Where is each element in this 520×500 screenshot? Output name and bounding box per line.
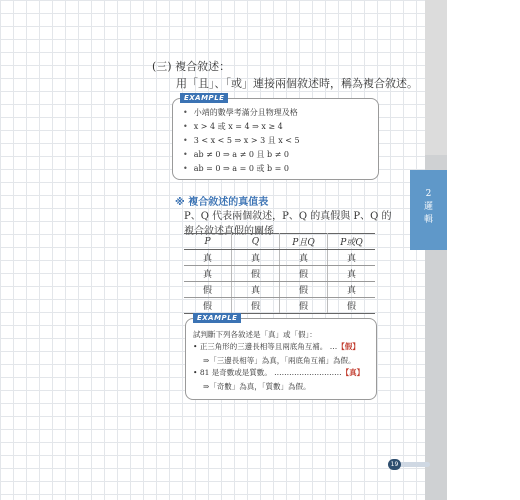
table-row xyxy=(184,298,375,314)
example2-question-1: • 正三角形的三邊長相等且兩底角互補。 …【假】 xyxy=(193,342,360,351)
table-cell: 假 xyxy=(184,282,232,298)
table-cell: 假 xyxy=(184,298,232,314)
table-cell: 假 xyxy=(280,266,328,282)
table-row xyxy=(184,282,375,298)
chapter-tab-char2: 輯 xyxy=(423,215,433,225)
table-cell: 真 xyxy=(280,250,328,266)
table-cell: 假 xyxy=(280,282,328,298)
side-tab-gray-top xyxy=(425,0,447,155)
example-tag-2: EXAMPLE xyxy=(193,313,241,323)
answer-2: 【真】 xyxy=(341,368,365,377)
example2-reason-1: ⇒「三邊長相等」為真，「兩底角互補」為假。 xyxy=(203,356,356,365)
example-item: • x > 4 或 x = 4 ⇒ x ≥ 4 xyxy=(183,122,283,131)
table-cell: 真 xyxy=(232,282,280,298)
table-cell: 真 xyxy=(328,266,376,282)
example-item: • 小靖的數學考滿分且物理及格 xyxy=(183,108,298,117)
answer-1: 【假】 xyxy=(337,342,360,351)
table-cell: 真 xyxy=(328,250,376,266)
header-p-and-q: P且Q xyxy=(280,234,328,250)
table-cell: 假 xyxy=(328,298,376,314)
header-q: Q xyxy=(232,234,280,250)
table-row xyxy=(184,250,375,266)
table-cell: 假 xyxy=(232,298,280,314)
table-cell: 真 xyxy=(184,266,232,282)
example-item: • ab ≠ 0 ⇒ a ≠ 0 且 b ≠ 0 xyxy=(183,150,290,159)
table-row xyxy=(184,266,375,282)
right-margin xyxy=(447,0,520,500)
example2-prompt: 試判斷下列各敘述是「真」或「假」： xyxy=(193,330,317,339)
table-cell: 假 xyxy=(232,266,280,282)
example-item: • ab = 0 ⇒ a = 0 或 b = 0 xyxy=(183,164,290,173)
table-cell: 真 xyxy=(232,250,280,266)
section-title: (三) 複合敘述： xyxy=(152,60,231,73)
page-number: 19 xyxy=(388,459,401,470)
table-cell: 假 xyxy=(280,298,328,314)
header-p-or-q: P或Q xyxy=(328,234,376,250)
table-cell: 真 xyxy=(328,282,376,298)
example-item: • 3 < x < 5 ⇒ x > 3 且 x < 5 xyxy=(183,136,300,145)
example2-question-2: • 81 是奇數或是質數。 ………………………【真】 xyxy=(193,368,365,377)
example2-reason-2: ⇒「奇數」為真，「質數」為假。 xyxy=(203,382,311,391)
truth-table-header-row xyxy=(184,234,375,250)
example-tag-1: EXAMPLE xyxy=(180,93,228,103)
page-indicator-bar xyxy=(398,462,430,467)
section-description: 用「且」、「或」連接兩個敘述時，稱為複合敘述。 xyxy=(176,77,418,90)
truth-table xyxy=(184,233,375,314)
chapter-tab-char1: 邏 xyxy=(423,202,433,212)
table-cell: 真 xyxy=(184,250,232,266)
chapter-tab[interactable] xyxy=(410,170,447,250)
truth-table-description: P、Q 代表兩個敘述，P、Q 的真假與 P、Q 的複合敘述真假的關係 xyxy=(184,211,392,237)
truth-table-title: ※ 複合敘述的真值表 xyxy=(175,197,269,208)
header-p: P xyxy=(184,234,232,250)
chapter-tab-number: 2 xyxy=(425,189,432,199)
